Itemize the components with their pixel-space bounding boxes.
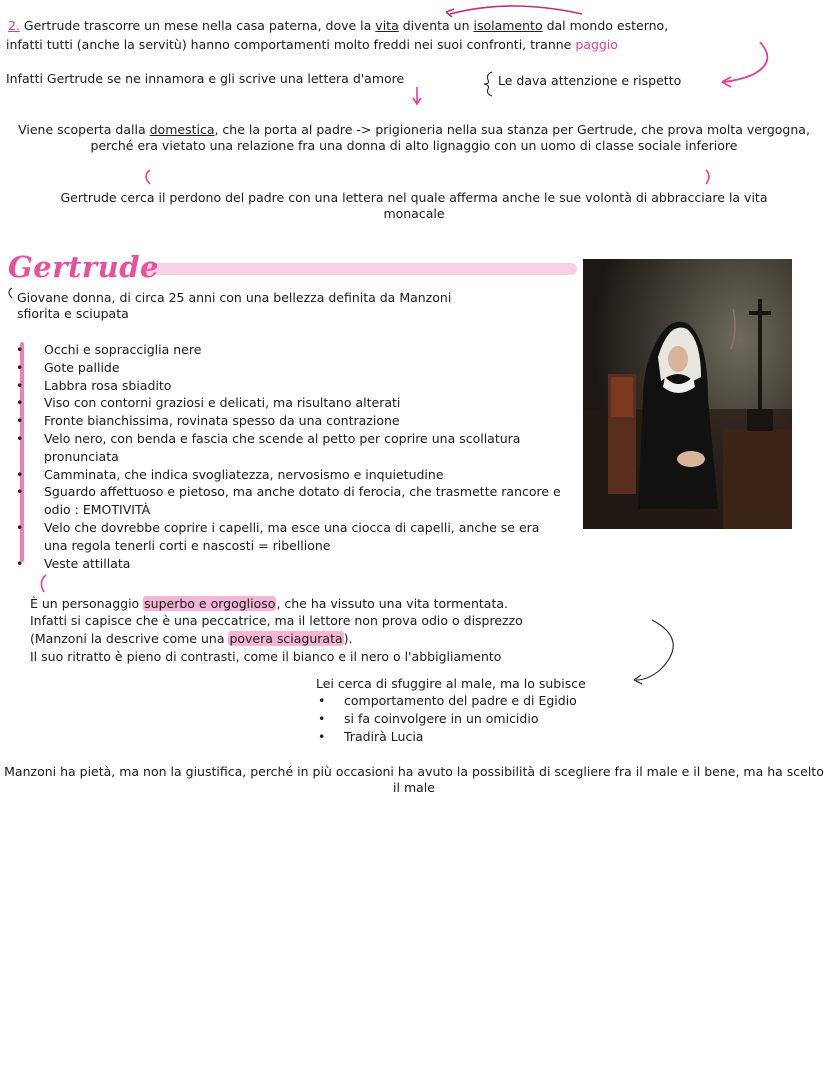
analysis-line-2: Infatti si capisce che è una peccatrice, ma il lettore non prova odio o disprezzo <box>30 613 523 628</box>
intro-side-note: Le dava attenzione e rispetto <box>498 73 682 88</box>
highlight-superbo: superbo e orgoglioso <box>144 596 276 611</box>
list-item: • si fa coinvolgere in un omicidio <box>316 710 577 728</box>
arc-arrowhead-left <box>446 9 454 17</box>
analysis-line-4: Il suo ritratto è pieno di contrasti, come il bianco e il nero o l'abbigliamento <box>30 649 502 664</box>
list-item: • Viso con contorni graziosi e delicati, ma risultano alterati <box>16 394 564 412</box>
intro-number: 2. <box>8 18 20 33</box>
paren-left <box>146 170 150 184</box>
desc-hook <box>9 288 12 298</box>
list-item: • comportamento del padre e di Egidio <box>316 692 577 710</box>
list-item: • Tradirà Lucia <box>316 728 577 746</box>
contrast-arrow <box>636 620 673 680</box>
paren-right <box>706 170 709 184</box>
title-underline-bar <box>143 263 577 275</box>
list-item: • Velo nero, con benda e fascia che scende al petto per coprire una scollatura pronunciata <box>16 430 564 466</box>
list-item: • Occhi e sopracciglia nere <box>16 341 564 359</box>
evil-list <box>316 692 577 746</box>
list-item: • Veste attillata <box>16 555 564 573</box>
conclusion: Manzoni ha pietà, ma non la giustifica, perché in più occasioni ha avuto la possibilità di scegliere fra il male e il bene, ma ha scelto il male <box>4 764 824 795</box>
list-item: • Fronte bianchissima, rovinata spesso da una contrazione <box>16 412 564 430</box>
list-item: • Gote pallide <box>16 359 564 377</box>
list-item: • Velo che dovrebbe coprire i capelli, ma esce una ciocca di capelli, anche se era una regola tenerli corti e nascosti = ribellione <box>16 519 564 555</box>
section-title: Gertrude <box>8 250 159 284</box>
intro-line-2: infatti tutti (anche la servitù) hanno comportamenti molto freddi nei suoi confronti, tranne paggio <box>6 37 618 52</box>
analysis-line-5: Lei cerca di sfuggire al male, ma lo subisce <box>316 676 586 691</box>
analysis-line-1: È un personaggio superbo e orgoglioso, che ha vissuto una vita tormentata. <box>30 596 508 611</box>
list-item: • Labbra rosa sbiadito <box>16 377 564 395</box>
intro-paragraph-1: Viene scoperta dalla domestica, che la porta al padre -> prigioneria nella sua stanza per Gertrude, che prova molta vergogna, perché era vietato una relazione fra una donna di alto lignaggio con un uomo di classe sociale inferiore <box>18 122 810 153</box>
trait-list <box>16 341 564 572</box>
contrast-arrowhead <box>634 675 642 684</box>
curve-paggio-arrow <box>724 42 767 82</box>
brace-mark <box>484 72 492 96</box>
intro-paragraph-2: Gertrude cerca il perdono del padre con una lettera nel quale afferma anche le sue volontà di abbracciare la vita monacale <box>60 190 768 221</box>
arc-vita-isolamento <box>450 6 582 14</box>
curve-paggio-arrowhead <box>722 77 731 87</box>
analysis-line-3: (Manzoni la descrive come una povera sciagurata). <box>30 631 353 646</box>
highlight-sciagurata: povera sciagurata <box>229 631 343 646</box>
down-arrow <box>413 87 421 104</box>
analysis-paren <box>41 575 46 592</box>
paggio-word: paggio <box>575 37 618 52</box>
intro-line-3: Infatti Gertrude se ne innamora e gli scrive una lettera d'amore <box>6 71 405 86</box>
list-item: • Camminata, che indica svogliatezza, nervosismo e inquietudine <box>16 466 564 484</box>
description-line-1: Giovane donna, di circa 25 anni con una bellezza definita da Manzoni <box>17 290 452 305</box>
list-item: • Sguardo affettuoso e pietoso, ma anche dotato di ferocia, che trasmette rancore e odio : EMOTIVITÀ <box>16 483 564 519</box>
intro-line-1: 2. Gertrude trascorre un mese nella casa paterna, dove la vita diventa un isolamento dal mondo esterno, <box>8 18 669 33</box>
description-line-2: sfiorita e sciupata <box>17 306 129 321</box>
portrait-image <box>583 259 792 529</box>
